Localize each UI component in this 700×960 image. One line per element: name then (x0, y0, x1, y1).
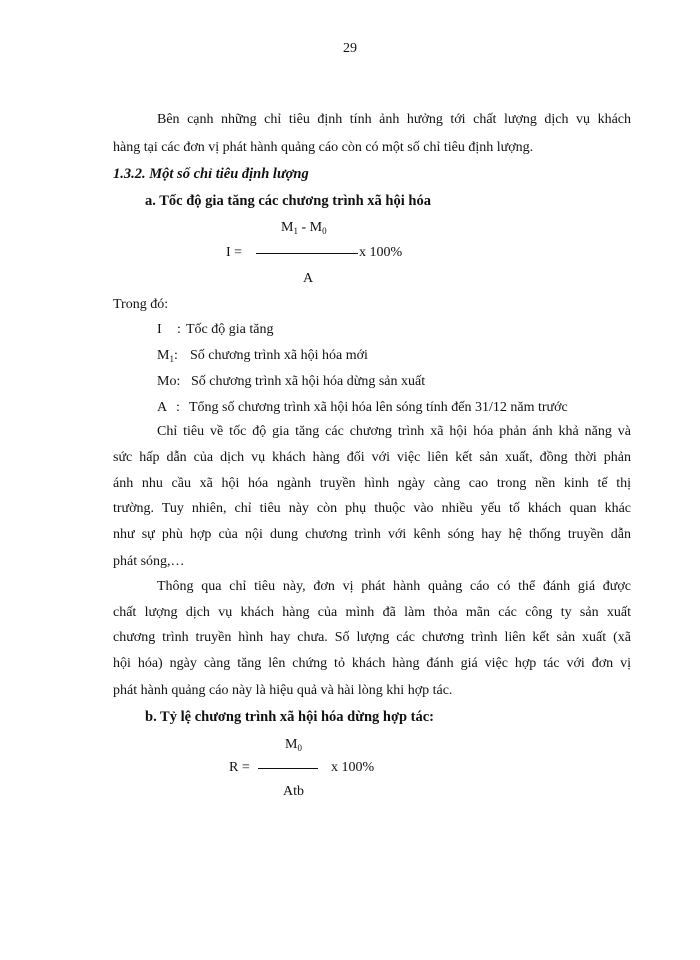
definition-text: Số chương trình xã hội hóa mới (190, 348, 368, 363)
definition-symbol: I (157, 322, 162, 337)
formula-i-denominator: A (303, 271, 314, 286)
definition-text: Số chương trình xã hội hóa dừng sản xuất (191, 374, 426, 389)
definition-separator: : (177, 322, 181, 337)
paragraph-line: chương trình truyền hình hay chưa. Số lượng các chương trình liên kết sản xuất (xã (113, 630, 631, 645)
paragraph-line: sức hấp dẫn của dịch vụ khách hàng đối với việc liên kết sản xuất, đồng thời phản (113, 450, 631, 465)
paragraph-line: hội hóa) ngày càng tăng lên chứng tỏ khách hàng đánh giá việc hợp tác với đơn vị (113, 656, 631, 671)
paragraph-line: phát sóng,… (113, 554, 185, 569)
where-label: Trong đó: (113, 297, 169, 312)
formula-r-denominator: Atb (283, 784, 304, 799)
subheading-b: b. Tỷ lệ chương trình xã hội hóa dừng hợp tác: (145, 709, 435, 725)
paragraph-line: trường. Tuy nhiên, chỉ tiêu này còn phụ thuộc vào nhiều yếu tố khách quan khác (113, 501, 631, 516)
subheading-a: a. Tốc độ gia tăng các chương trình xã hội hóa (145, 193, 431, 209)
intro-line-1: Bên cạnh những chỉ tiêu định tính ảnh hưởng tới chất lượng dịch vụ khách (157, 112, 631, 127)
formula-i-fraction-line (256, 253, 358, 254)
intro-line-2: hàng tại các đơn vị phát hành quảng cáo còn có một số chỉ tiêu định lượng. (113, 140, 534, 155)
section-heading: 1.3.2. Một số chỉ tiêu định lượng (113, 166, 309, 182)
paragraph-line: phát hành quảng cáo này là hiệu quả và hài lòng khi hợp tác. (113, 683, 453, 698)
paragraph-line: Chỉ tiêu về tốc độ gia tăng các chương trình xã hội hóa phản ánh khả năng và (157, 424, 631, 439)
formula-r-rhs: x 100% (331, 760, 375, 775)
page-number: 29 (343, 41, 357, 56)
paragraph-line: ánh nhu cầu xã hội hóa ngành truyền hình ngày càng cao trong nền kinh tế thị (113, 476, 631, 491)
paragraph-line: như sự phù hợp của nội dung chương trình với kênh sóng hay hệ thống truyền dẫn (113, 527, 631, 542)
definition-symbol: Mo: (157, 374, 181, 389)
definition-separator: : (176, 400, 180, 415)
formula-r-fraction-line (258, 768, 318, 769)
formula-i-lhs: I = (226, 245, 243, 260)
paragraph-line: Thông qua chỉ tiêu này, đơn vị phát hành quảng cáo có thể đánh giá được (157, 579, 631, 594)
formula-i-rhs: x 100% (359, 245, 403, 260)
definition-symbol: $M_1$: (157, 348, 178, 364)
definition-symbol: A (157, 400, 168, 415)
formula-r-lhs: R = (229, 760, 250, 775)
definition-text: Tốc độ gia tăng (186, 322, 274, 337)
formula-i-numerator: $M_1 - M_0$ (281, 220, 327, 236)
definition-text: Tổng số chương trình xã hội hóa lên sóng tính đến 31/12 năm trước (189, 400, 568, 415)
formula-r-numerator: $M_0$ (285, 737, 302, 753)
paragraph-line: chất lượng dịch vụ khách hàng của mình đã làm thỏa mãn các công ty sản xuất (113, 605, 631, 620)
